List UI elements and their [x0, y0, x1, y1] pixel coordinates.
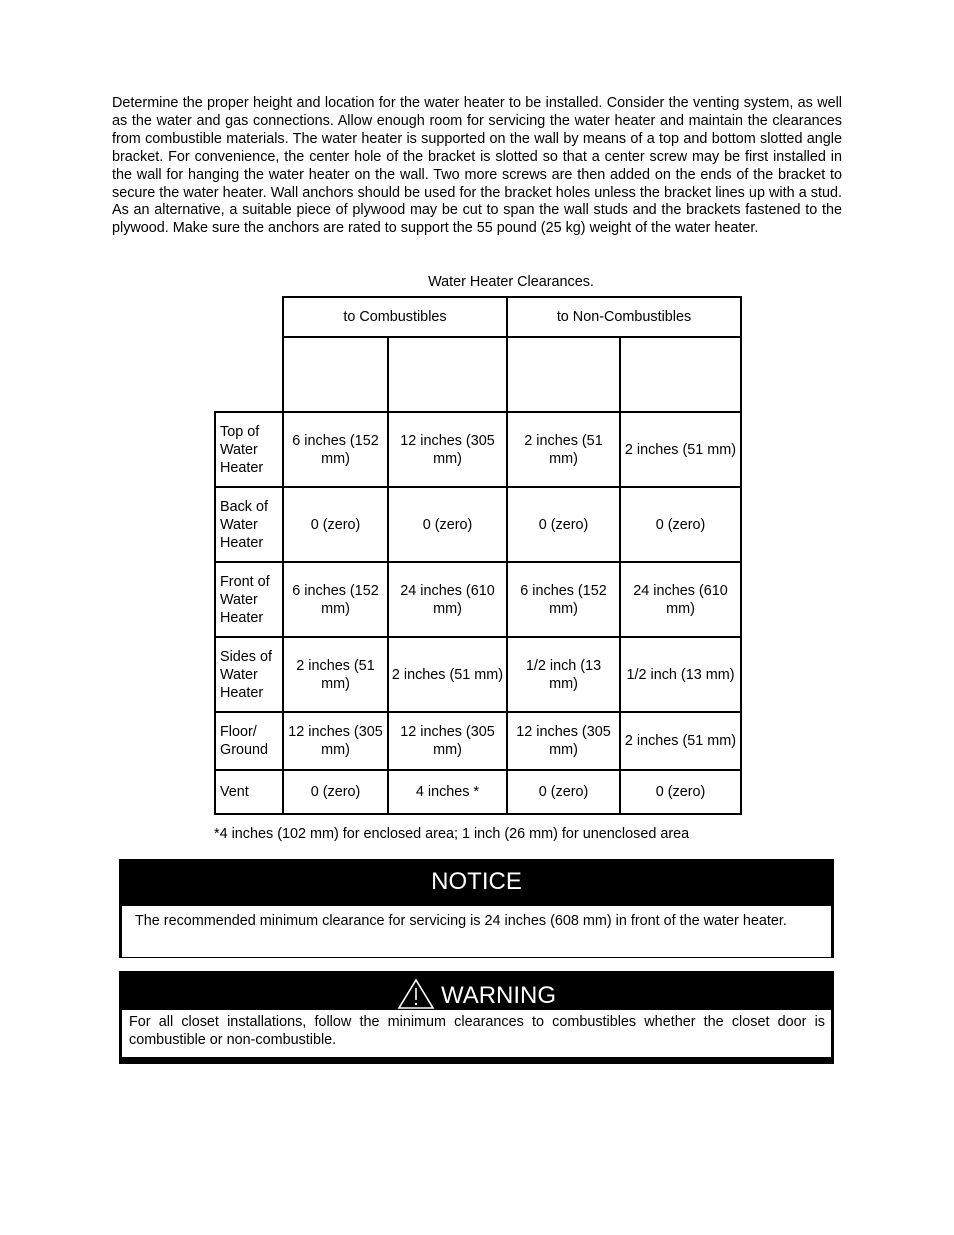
corner-blank-cell [215, 297, 283, 337]
table-caption: Water Heater Clearances. [428, 274, 594, 290]
notice-text: The recommended minimum clearance for servicing is 24 inches (608 mm) in front of the water heater. [122, 906, 831, 957]
table-cell: 6 inches (152 mm) [283, 412, 388, 487]
table-cell: 0 (zero) [620, 487, 741, 562]
table-cell: 12 inches (305 mm) [507, 712, 620, 770]
table-cell: 0 (zero) [507, 770, 620, 814]
table-row [215, 770, 741, 814]
table-cell: 24 inches (610 mm) [388, 562, 507, 637]
subheader-cell [283, 337, 388, 412]
table-cell: 12 inches (305 mm) [388, 412, 507, 487]
table-row [215, 412, 741, 487]
table-cell: 2 inches (51 mm) [283, 637, 388, 712]
row-label: Sides of Water Heater [215, 637, 283, 712]
table-cell: 0 (zero) [283, 770, 388, 814]
table-cell: 1/2 inch (13 mm) [620, 637, 741, 712]
table-cell: 0 (zero) [283, 487, 388, 562]
row-label: Back of Water Heater [215, 487, 283, 562]
table-cell: 2 inches (51 mm) [620, 712, 741, 770]
warning-triangle-icon [397, 978, 435, 1010]
table-cell: 12 inches (305 mm) [388, 712, 507, 770]
table-row [215, 712, 741, 770]
table-cell: 6 inches (152 mm) [283, 562, 388, 637]
clearances-table [214, 296, 742, 815]
notice-box [119, 859, 834, 958]
corner-blank-cell [215, 337, 283, 412]
group-header-combustibles: to Combustibles [283, 297, 507, 337]
table-row [215, 562, 741, 637]
warning-title: WARNING [440, 982, 557, 1009]
row-label: Top of Water Heater [215, 412, 283, 487]
intro-paragraph: Determine the proper height and location for the water heater to be installed. Consider the venting system, as well as the water and gas connections. Allow enough room for servicing the water heater and maintain the clearances from combustible materials. The water heater is supported on the wall by means of a top and bottom slotted angle bracket. For convenience, the center hole of the bracket is slotted so that a center screw may be first installed in the wall for hanging the water heater on the wall. Two more screws are then added on the ends of the bracket to secure the water heater. Wall anchors should be used for the bracket holes unless the bracket lines up with a stud. As an alternative, a suitable piece of plywood may be cut to span the wall studs and the brackets fastened to the plywood. Make sure the anchors are rated to support the 55 pound (25 kg) weight of the water heater. [112, 95, 842, 237]
table-cell: 0 (zero) [388, 487, 507, 562]
table-cell: 4 inches * [388, 770, 507, 814]
subheader-cell [620, 337, 741, 412]
warning-text: For all closet installations, follow the minimum clearances to combustibles whether the closet door is combustible or non-combustible. [122, 1010, 831, 1057]
table-row [215, 487, 741, 562]
table-cell: 6 inches (152 mm) [507, 562, 620, 637]
subheader-cell [388, 337, 507, 412]
table-footnote: *4 inches (102 mm) for enclosed area; 1 inch (26 mm) for unenclosed area [214, 826, 690, 842]
table-row [215, 637, 741, 712]
table-cell: 2 inches (51 mm) [388, 637, 507, 712]
group-header-non-combustibles: to Non-Combustibles [507, 297, 741, 337]
group-header-row [215, 297, 741, 337]
table-cell: 24 inches (610 mm) [620, 562, 741, 637]
table-cell: 2 inches (51 mm) [507, 412, 620, 487]
notice-title: NOTICE [431, 868, 522, 895]
table-cell: 1/2 inch (13 mm) [507, 637, 620, 712]
warning-header [122, 971, 831, 1010]
table-cell: 12 inches (305 mm) [283, 712, 388, 770]
row-label: Vent [215, 770, 283, 814]
row-label: Front of Water Heater [215, 562, 283, 637]
subheader-cell [507, 337, 620, 412]
row-label: Floor/ Ground [215, 712, 283, 770]
table-cell: 0 (zero) [507, 487, 620, 562]
subheader-row [215, 337, 741, 412]
table-cell: 2 inches (51 mm) [620, 412, 741, 487]
warning-box [119, 971, 834, 1064]
table-cell: 0 (zero) [620, 770, 741, 814]
